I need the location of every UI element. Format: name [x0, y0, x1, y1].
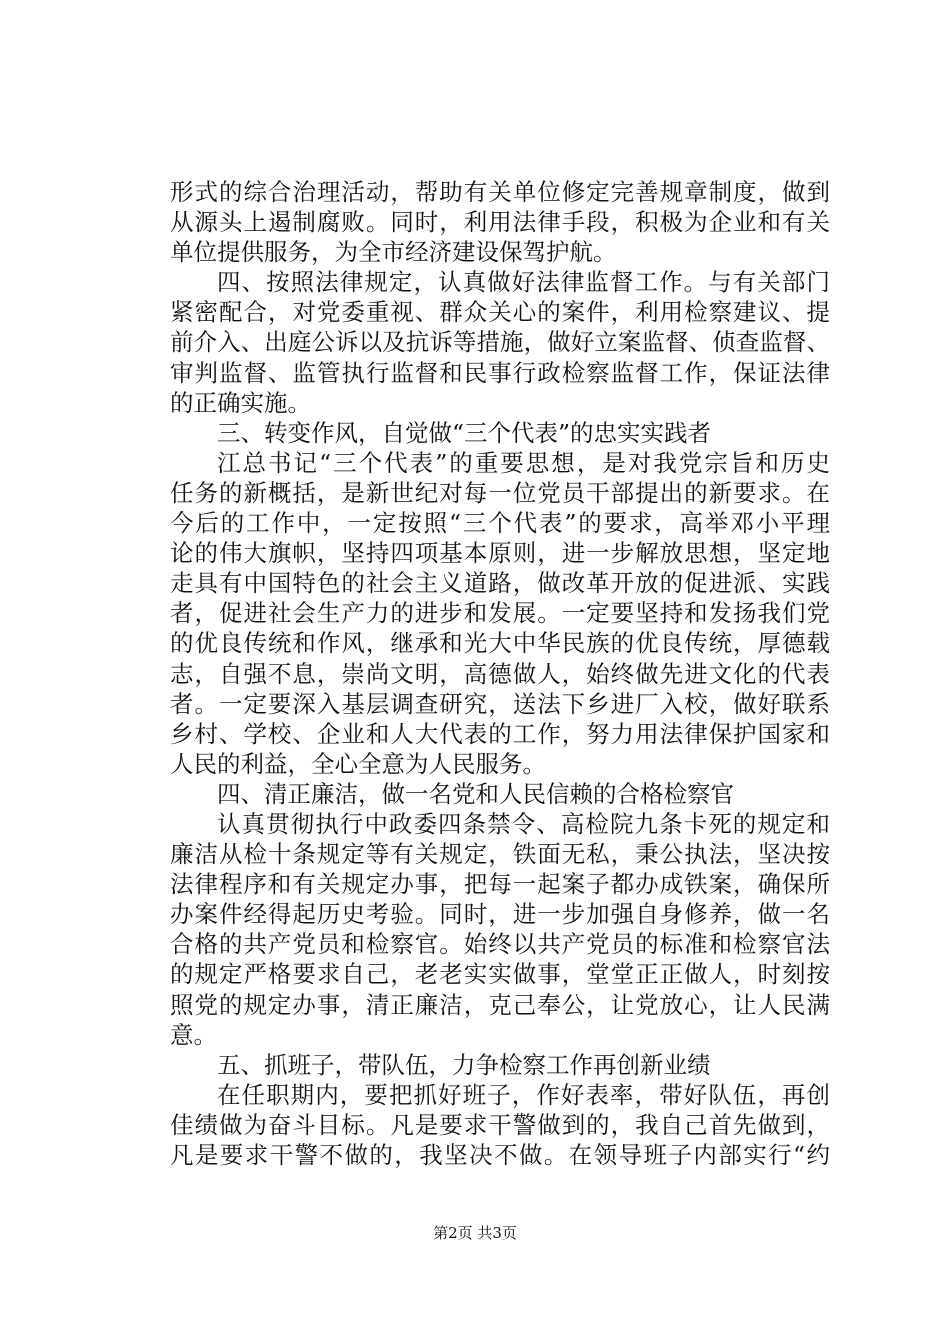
text-line: 的正确实施。	[170, 388, 311, 417]
text-line: 的规定严格要求自己，老老实实做事，堂堂正正做人，时刻按	[170, 960, 830, 989]
text-line: 人民的利益，全心全意为人民服务。	[170, 749, 546, 778]
text-line: 意。	[170, 1020, 217, 1049]
document-body	[170, 177, 830, 1170]
text-line: 乡村、学校、企业和人大代表的工作，努力用法律保护国家和	[170, 719, 830, 748]
text-line: 形式的综合治理活动，帮助有关单位修定完善规章制度，做到	[170, 178, 830, 206]
text-line: 的优良传统和作风，继承和光大中华民族的优良传统，厚德载	[170, 629, 830, 658]
text-line: 四、清正廉洁，做一名党和人民信赖的合格检察官	[217, 779, 734, 808]
text-line: 任务的新概括，是新世纪对每一位党员干部提出的新要求。在	[170, 478, 830, 507]
text-line: 紧密配合，对党委重视、群众关心的案件，利用检察建议、提	[170, 298, 830, 327]
text-line: 法律程序和有关规定办事，把每一起案子都办成铁案，确保所	[170, 870, 830, 899]
text-line: 志，自强不息，崇尚文明，高德做人，始终做先进文化的代表	[170, 659, 830, 688]
text-line: 江总书记“三个代表”的重要思想，是对我党宗旨和历史	[217, 448, 830, 477]
text-line: 佳绩做为奋斗目标。凡是要求干警做到的，我自己首先做到，	[170, 1110, 830, 1139]
text-line: 者。一定要深入基层调查研究，送法下乡进厂入校，做好联系	[170, 689, 830, 718]
text-line: 三、转变作风，自觉做“三个代表”的忠实实践者	[217, 418, 712, 447]
text-line: 审判监督、监管执行监督和民事行政检察监督工作，保证法律	[170, 358, 830, 387]
text-line: 合格的共产党员和检察官。始终以共产党员的标准和检察官法	[170, 930, 830, 959]
text-line: 者，促进社会生产力的进步和发展。一定要坚持和发扬我们党	[170, 599, 830, 628]
text-line: 走具有中国特色的社会主义道路，做改革开放的促进派、实践	[170, 569, 830, 598]
text-line: 照党的规定办事，清正廉洁，克己奉公，让党放心，让人民满	[170, 990, 830, 1019]
text-line: 凡是要求干警不做的，我坚决不做。在领导班子内部实行“约	[170, 1141, 830, 1169]
text-line: 五、抓班子，带队伍，力争检察工作再创新业绩	[217, 1050, 711, 1079]
text-line: 论的伟大旗帜，坚持四项基本原则，进一步解放思想，坚定地	[170, 539, 830, 568]
text-line: 在任职期内，要把抓好班子，作好表率，带好队伍，再创	[217, 1080, 830, 1109]
text-line: 四、按照法律规定，认真做好法律监督工作。与有关部门	[217, 268, 830, 297]
page-footer: 第2页 共3页	[433, 1224, 517, 1242]
text-line: 前介入、出庭公诉以及抗诉等措施，做好立案监督、侦查监督、	[170, 328, 830, 357]
text-line: 办案件经得起历史考验。同时，进一步加强自身修养，做一名	[170, 900, 830, 929]
text-line: 认真贯彻执行中政委四条禁令、高检院九条卡死的规定和	[217, 809, 830, 838]
text-line: 今后的工作中，一定按照“三个代表”的要求，高举邓小平理	[170, 509, 830, 538]
text-line: 从源头上遏制腐败。同时，利用法律手段，积极为企业和有关	[170, 208, 830, 237]
text-line: 廉洁从检十条规定等有关规定，铁面无私，秉公执法，坚决按	[170, 840, 830, 869]
text-line: 单位提供服务，为全市经济建设保驾护航。	[170, 238, 617, 267]
